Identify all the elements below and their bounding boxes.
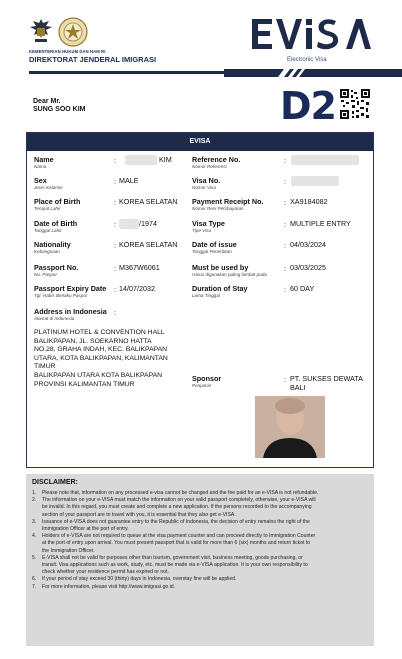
date-of-issue-label: Date of issue: [192, 240, 237, 249]
reference-no-field: [192, 156, 240, 170]
header-rule: [29, 71, 224, 74]
payment-receipt-sublabel: Nomor Resi Pembayaran: [192, 206, 244, 211]
date-of-birth-value: /1974: [139, 219, 157, 228]
header-stripe: [224, 69, 402, 77]
sex-label: Sex: [34, 176, 47, 185]
address-label: Address in Indonesia: [34, 307, 107, 316]
colon: :: [114, 156, 116, 165]
disclaimer-list: [32, 490, 368, 591]
passport-no-value: M367W6061: [119, 263, 160, 272]
duration-of-stay-sublabel: Lama Tinggal: [192, 293, 220, 298]
qr-code-icon: [339, 88, 371, 120]
colon: :: [114, 241, 116, 250]
colon: :: [284, 264, 286, 273]
name-field: [34, 156, 54, 170]
passport-expiry-sublabel: Tgl. Habis Berlaku Paspor: [34, 293, 88, 298]
place-of-birth-value: KOREA SELATAN: [119, 197, 178, 206]
card-title: EVISA: [27, 133, 373, 151]
redacted-block: [291, 155, 359, 165]
colon: :: [284, 156, 286, 165]
date-of-birth-label: Date of Birth: [34, 219, 78, 228]
sponsor-value: PT. SUKSES DEWATA: [290, 374, 363, 383]
payment-receipt-value: XA9184082: [290, 197, 328, 206]
disclaimer-item: 2. The information on your e-VISA must match the information on your valid passport completely, otherwise, your e-VISA will be invalid. In this regard, you must create and complete a new application. If the persons recorded to the accompanying section of your passport are to travel with you, it is essential that they also get e-VISA.: [32, 497, 316, 518]
disclaimer-item: 6. If your period of stay exceed 30 (thirty) days in Indonesia, overstay fine will be applied.: [32, 576, 237, 583]
place-of-birth-field: [34, 198, 80, 212]
nationality-field: [34, 241, 71, 255]
visa-type-value: MULTIPLE ENTRY: [290, 219, 351, 228]
evisa-card: [26, 132, 374, 468]
colon: :: [284, 220, 286, 229]
passport-expiry-value: 14/07/2032: [119, 284, 155, 293]
sponsor-sublabel: Penjamin: [192, 383, 212, 388]
address-line: BALIKPAPAN UTARA KOTA BALIKPAPAN: [34, 371, 163, 379]
disclaimer-title: DISCLAIMER:: [32, 479, 78, 486]
reference-no-sublabel: Nomor Referensi: [192, 164, 227, 169]
colon: :: [114, 220, 116, 229]
colon: :: [284, 241, 286, 250]
date-of-birth-field: [34, 220, 77, 234]
redacted-block: [125, 155, 157, 165]
passport-no-label: Passport No.: [34, 263, 79, 272]
sponsor-field: [192, 375, 221, 389]
duration-of-stay-label: Duration of Stay: [192, 284, 248, 293]
duration-of-stay-value: 60 DAY: [290, 284, 315, 293]
reference-no-label: Reference No.: [192, 155, 241, 164]
disclaimer-box: [26, 474, 374, 646]
address-field: [34, 308, 107, 322]
visa-no-sublabel: Nomor Visa: [192, 185, 216, 190]
disclaimer-item: 3. Issuance of e-VISA does not guarantee entry to the Republic of Indonesia, the decision of entry remains the right of the Immigration Officer at the port of entry.: [32, 518, 310, 533]
colon: :: [114, 264, 116, 273]
directorate-name: DIREKTORAT JENDERAL IMIGRASI: [29, 55, 157, 64]
passport-no-sublabel: No. Paspor: [34, 272, 57, 277]
disclaimer-item: 5. E-VISA shall not be valid for purposes other than tourism, government visit, business meeting, goods purchasing, or transit. Visa applications such as work, study, etc. must be made via e-VISA application. It is your own responsibility to check whether your residence permit has expired or not.: [32, 554, 308, 576]
must-be-used-by-sublabel: Harus digunakan paling lambat pada: [192, 272, 267, 277]
payment-receipt-label: Payment Receipt No.: [192, 197, 264, 206]
nationality-label: Nationality: [34, 240, 71, 249]
name-sublabel: Nama: [34, 164, 47, 169]
document-header: [0, 0, 402, 80]
address-line: BALIKPAPAN, JL. SOEKARNO HATTA: [34, 337, 152, 345]
date-of-issue-sublabel: Tanggal Penerbitan: [192, 249, 232, 254]
address-line: PROVINSI KALIMANTAN TIMUR: [34, 380, 135, 388]
ministry-name: KEMENTERIAN HUKUM DAN HAM RI: [29, 49, 106, 54]
passport-expiry-field: [34, 285, 106, 299]
greeting: Dear Mr.: [33, 98, 61, 105]
visa-type-field: [192, 220, 225, 234]
sex-sublabel: Jenis Kelamin: [34, 185, 63, 190]
nationality-value: KOREA SELATAN: [119, 240, 178, 249]
garuda-emblem-icon: [29, 18, 53, 44]
name-value: KIM: [159, 155, 172, 164]
disclaimer-item: 7. For more information, please visit http://www.imigrasi.go.id.: [32, 583, 176, 590]
colon: :: [284, 177, 286, 186]
sex-field: [34, 177, 63, 191]
address-line: TIMUR: [34, 363, 56, 371]
must-be-used-by-value: 03/03/2025: [290, 263, 326, 272]
recipient-name: SUNG SOO KIM: [33, 106, 86, 113]
evisa-logo: [250, 15, 372, 53]
address-line: UTARA, KOTA BALIKPAPAN, KALIMANTAN: [34, 354, 168, 362]
address-line: NO.28, GRAHA INDAH, KEC. BALIKPAPAN: [34, 346, 168, 354]
must-be-used-by-field: [192, 264, 267, 278]
address-value: [34, 329, 194, 389]
sponsor-label: Sponsor: [192, 374, 222, 383]
sponsor-value-line2: BALI: [290, 383, 306, 392]
colon: :: [114, 285, 116, 294]
visa-type-sublabel: Tipe Visa: [192, 228, 212, 233]
duration-of-stay-field: [192, 285, 248, 299]
name-label: Name: [34, 155, 54, 164]
visa-code: D2: [280, 84, 336, 128]
colon: :: [284, 375, 286, 384]
place-of-birth-label: Place of Birth: [34, 197, 81, 206]
redacted-block: [291, 176, 339, 186]
colon: :: [114, 198, 116, 207]
applicant-photo: [255, 396, 325, 458]
nationality-sublabel: Kebangsaan: [34, 249, 60, 254]
visa-no-field: [192, 177, 220, 191]
colon: :: [284, 285, 286, 294]
passport-expiry-label: Passport Expiry Date: [34, 284, 107, 293]
logo-subtitle: Electronic Visa: [287, 57, 327, 63]
place-of-birth-sublabel: Tempat Lahir: [34, 206, 61, 211]
address-line: PLATINUM HOTEL & CONVENTION HALL: [34, 329, 165, 336]
address-sublabel: Alamat di Indonesia: [34, 316, 75, 321]
sex-value: MALE: [119, 176, 139, 185]
immigration-emblem-icon: [58, 17, 88, 47]
date-of-birth-sublabel: Tanggal Lahir: [34, 228, 62, 233]
payment-receipt-field: [192, 198, 264, 212]
colon: :: [284, 198, 286, 207]
colon: :: [114, 308, 116, 317]
visa-no-label: Visa No.: [192, 176, 221, 185]
passport-no-field: [34, 264, 78, 278]
disclaimer-item: 4. Holders of e-VISA are not required to queue at the visa payment counter and can proceed directly to Immigration Counter at the port of entry upon arrival. You must present passport that is valid for more than 6 (six) months and return ticket to the Immigration Officer.: [32, 533, 316, 554]
date-of-issue-field: [192, 241, 237, 255]
date-of-issue-value: 04/03/2024: [290, 240, 326, 249]
visa-type-label: Visa Type: [192, 219, 225, 228]
redacted-block: [119, 219, 139, 229]
colon: :: [114, 177, 116, 186]
disclaimer-item: 1. Please note that, information on any processed e-visa cannot be changed and the fee paid for an e-VISA is not refundable.: [32, 490, 319, 496]
must-be-used-by-label: Must be used by: [192, 263, 249, 272]
